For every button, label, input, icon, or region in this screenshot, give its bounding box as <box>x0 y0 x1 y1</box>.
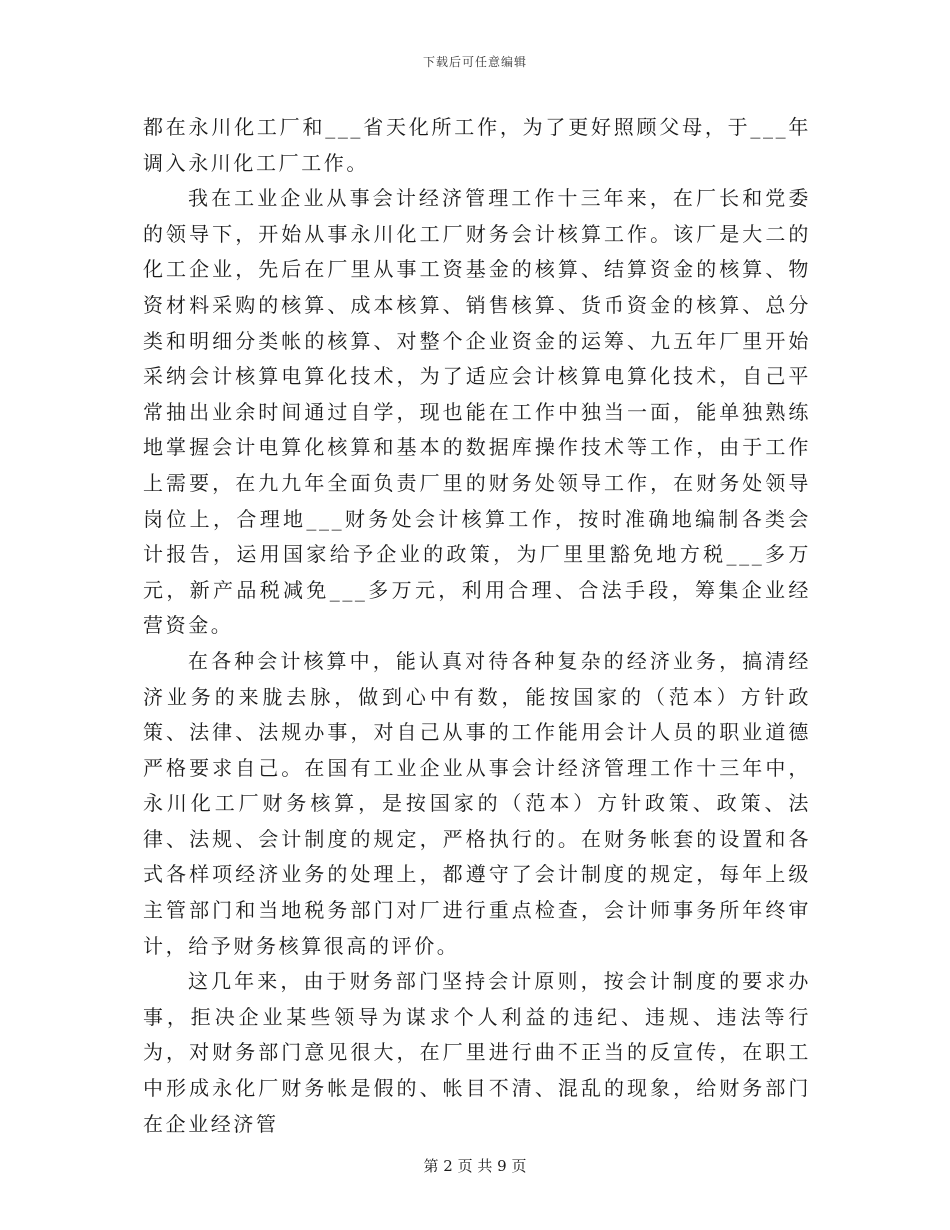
paragraph-recent-years: 这几年来，由于财务部门坚持会计原则，按会计制度的要求办事，拒决企业某些领导为谋求个人利益的违纪、违规、违法等行为，对财务部门意见很大，在厂里进行曲不正当的反宣传，在职工中形成永化厂财务帐是假的、帐目不清、混乱的现象，给财务部门在企业经济管 <box>143 969 811 1136</box>
body-text <box>143 110 811 1142</box>
paragraph-accounting-standards: 在各种会计核算中，能认真对待各种复杂的经济业务，搞清经济业务的来胧去脉，做到心中有数，能按国家的（范本）方针政策、法律、法规办事，对自己从事的工作能用会计人员的职业道德严格要求自己。在国有工业企业从事会计经济管理工作十三年中，永川化工厂财务核算，是按国家的（范本）方针政策、政策、法律、法规、会计制度的规定，严格执行的。在财务帐套的设置和各式各样项经济业务的处理上，都遵守了会计制度的规定，每年上级主管部门和当地税务部门对厂进行重点检查，会计师事务所年终审计，给予财务核算很高的评价。 <box>143 648 811 958</box>
paragraph-continuation: 都在永川化工厂和___省天化所工作，为了更好照顾父母，于___年调入永川化工厂工作。 <box>143 115 811 175</box>
page-number-footer: 第 2 页 共 9 页 <box>423 1157 527 1175</box>
paragraph-accounting-career: 我在工业企业从事会计经济管理工作十三年来，在厂长和党委的领导下，开始从事永川化工厂财务会计核算工作。该厂是大二的化工企业，先后在厂里从事工资基金的核算、结算资金的核算、物资材料采购的核算、成本核算、销售核算、货币资金的核算、总分类和明细分类帐的核算、对整个企业资金的运筹、九五年厂里开始采纳会计核算电算化技术，为了适应会计核算电算化技术，自己平常抽出业余时间通过自学，现也能在工作中独当一面，能单独熟练地掌握会计电算化核算和基本的数据库操作技术等工作，由于工作上需要，在九九年全面负责厂里的财务处领导工作，在财务处领导岗位上，合理地___财务处会计核算工作，按时准确地编制各类会计报告，运用国家给予企业的政策，为厂里里豁免地方税___多万元，新产品税减免___多万元，利用合理、合法手段，筹集企业经营资金。 <box>143 186 811 638</box>
page-header: 下载后可任意编辑 <box>422 55 527 69</box>
